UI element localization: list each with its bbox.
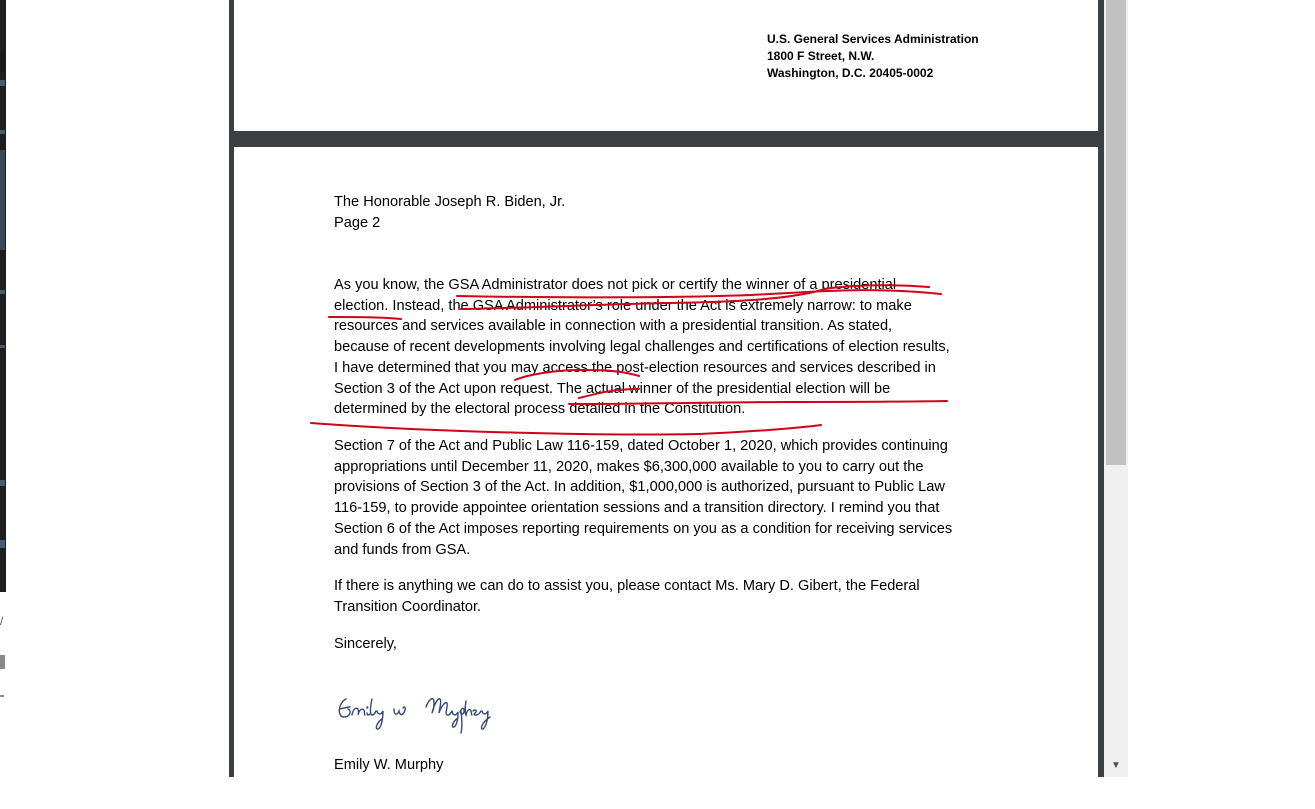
- scrollbar-thumb[interactable]: [1106, 0, 1126, 465]
- addressee-block: [334, 192, 999, 233]
- closing-text: Sincerely,: [334, 636, 397, 652]
- paragraph-3: [334, 576, 999, 617]
- paragraph-1: [334, 275, 999, 420]
- paragraph-line: I have determined that you may access the post-election resources and services described in: [334, 359, 936, 376]
- vertical-scrollbar[interactable]: [1104, 0, 1128, 777]
- paragraph-line: Section 3 of the Act upon request. The actual winner of the presidential election will be: [334, 380, 891, 397]
- background-window-edge: [0, 0, 6, 592]
- paragraph-line: and funds from GSA.: [334, 541, 471, 558]
- paragraph-line: 116-159, to provide appointee orientation sessions and a transition directory. I remind you that: [334, 500, 940, 517]
- paragraph-2: [334, 436, 999, 560]
- addressee-name: The Honorable Joseph R. Biden, Jr.: [334, 194, 566, 210]
- pdf-page-1: [234, 0, 1098, 131]
- signature-text: Emily W. Murphy: [334, 677, 342, 678]
- paragraph-line: because of recent developments involving legal challenges and certifications of election results,: [334, 339, 950, 356]
- background-window-fragment: /: [0, 614, 4, 628]
- pdf-page-2: [234, 147, 1098, 777]
- pdf-viewer[interactable]: [229, 0, 1104, 777]
- signer-name: Emily W. Murphy: [334, 757, 444, 773]
- page-number: Page 2: [334, 214, 381, 231]
- background-window-fragment: [0, 655, 5, 669]
- closing: [334, 634, 999, 655]
- paragraph-line: Section 6 of the Act imposes reporting requirements on you as a condition for receiving services: [334, 520, 953, 537]
- background-window-fragment: [0, 695, 4, 697]
- letterhead-street: 1800 F Street, N.W.: [767, 49, 875, 63]
- paragraph-line: resources and services available in connection with a presidential transition. As stated,: [334, 318, 893, 335]
- paragraph-line: provisions of Section 3 of the Act. In addition, $1,000,000 is authorized, pursuant to Public Law: [334, 479, 945, 496]
- paragraph-line: appropriations until December 11, 2020, makes $6,300,000 available to you to carry out the: [334, 458, 924, 475]
- paragraph-line: As you know, the GSA Administrator does not pick or certify the winner of a presidential: [334, 277, 897, 293]
- letterhead-org: U.S. General Services Administration: [767, 32, 979, 46]
- paragraph-line: Section 7 of the Act and Public Law 116-159, dated October 1, 2020, which provides continuing: [334, 438, 948, 454]
- signer-name-block: [334, 755, 999, 776]
- scroll-down-arrow-icon[interactable]: ▼: [1111, 759, 1121, 771]
- page-gap: [229, 131, 1104, 147]
- letterhead-address: [767, 31, 979, 82]
- paragraph-line: determined by the electoral process detailed in the Constitution.: [334, 401, 746, 418]
- paragraph-line: election. Instead, the GSA Administrator’s role under the Act is extremely narrow: to make: [334, 297, 912, 314]
- paragraph-line: If there is anything we can do to assist you, please contact Ms. Mary D. Gibert, the Federal: [334, 578, 920, 594]
- paragraph-line: Transition Coordinator.: [334, 598, 482, 615]
- handwritten-signature: [334, 677, 534, 737]
- letterhead-city: Washington, D.C. 20405-0002: [767, 66, 934, 80]
